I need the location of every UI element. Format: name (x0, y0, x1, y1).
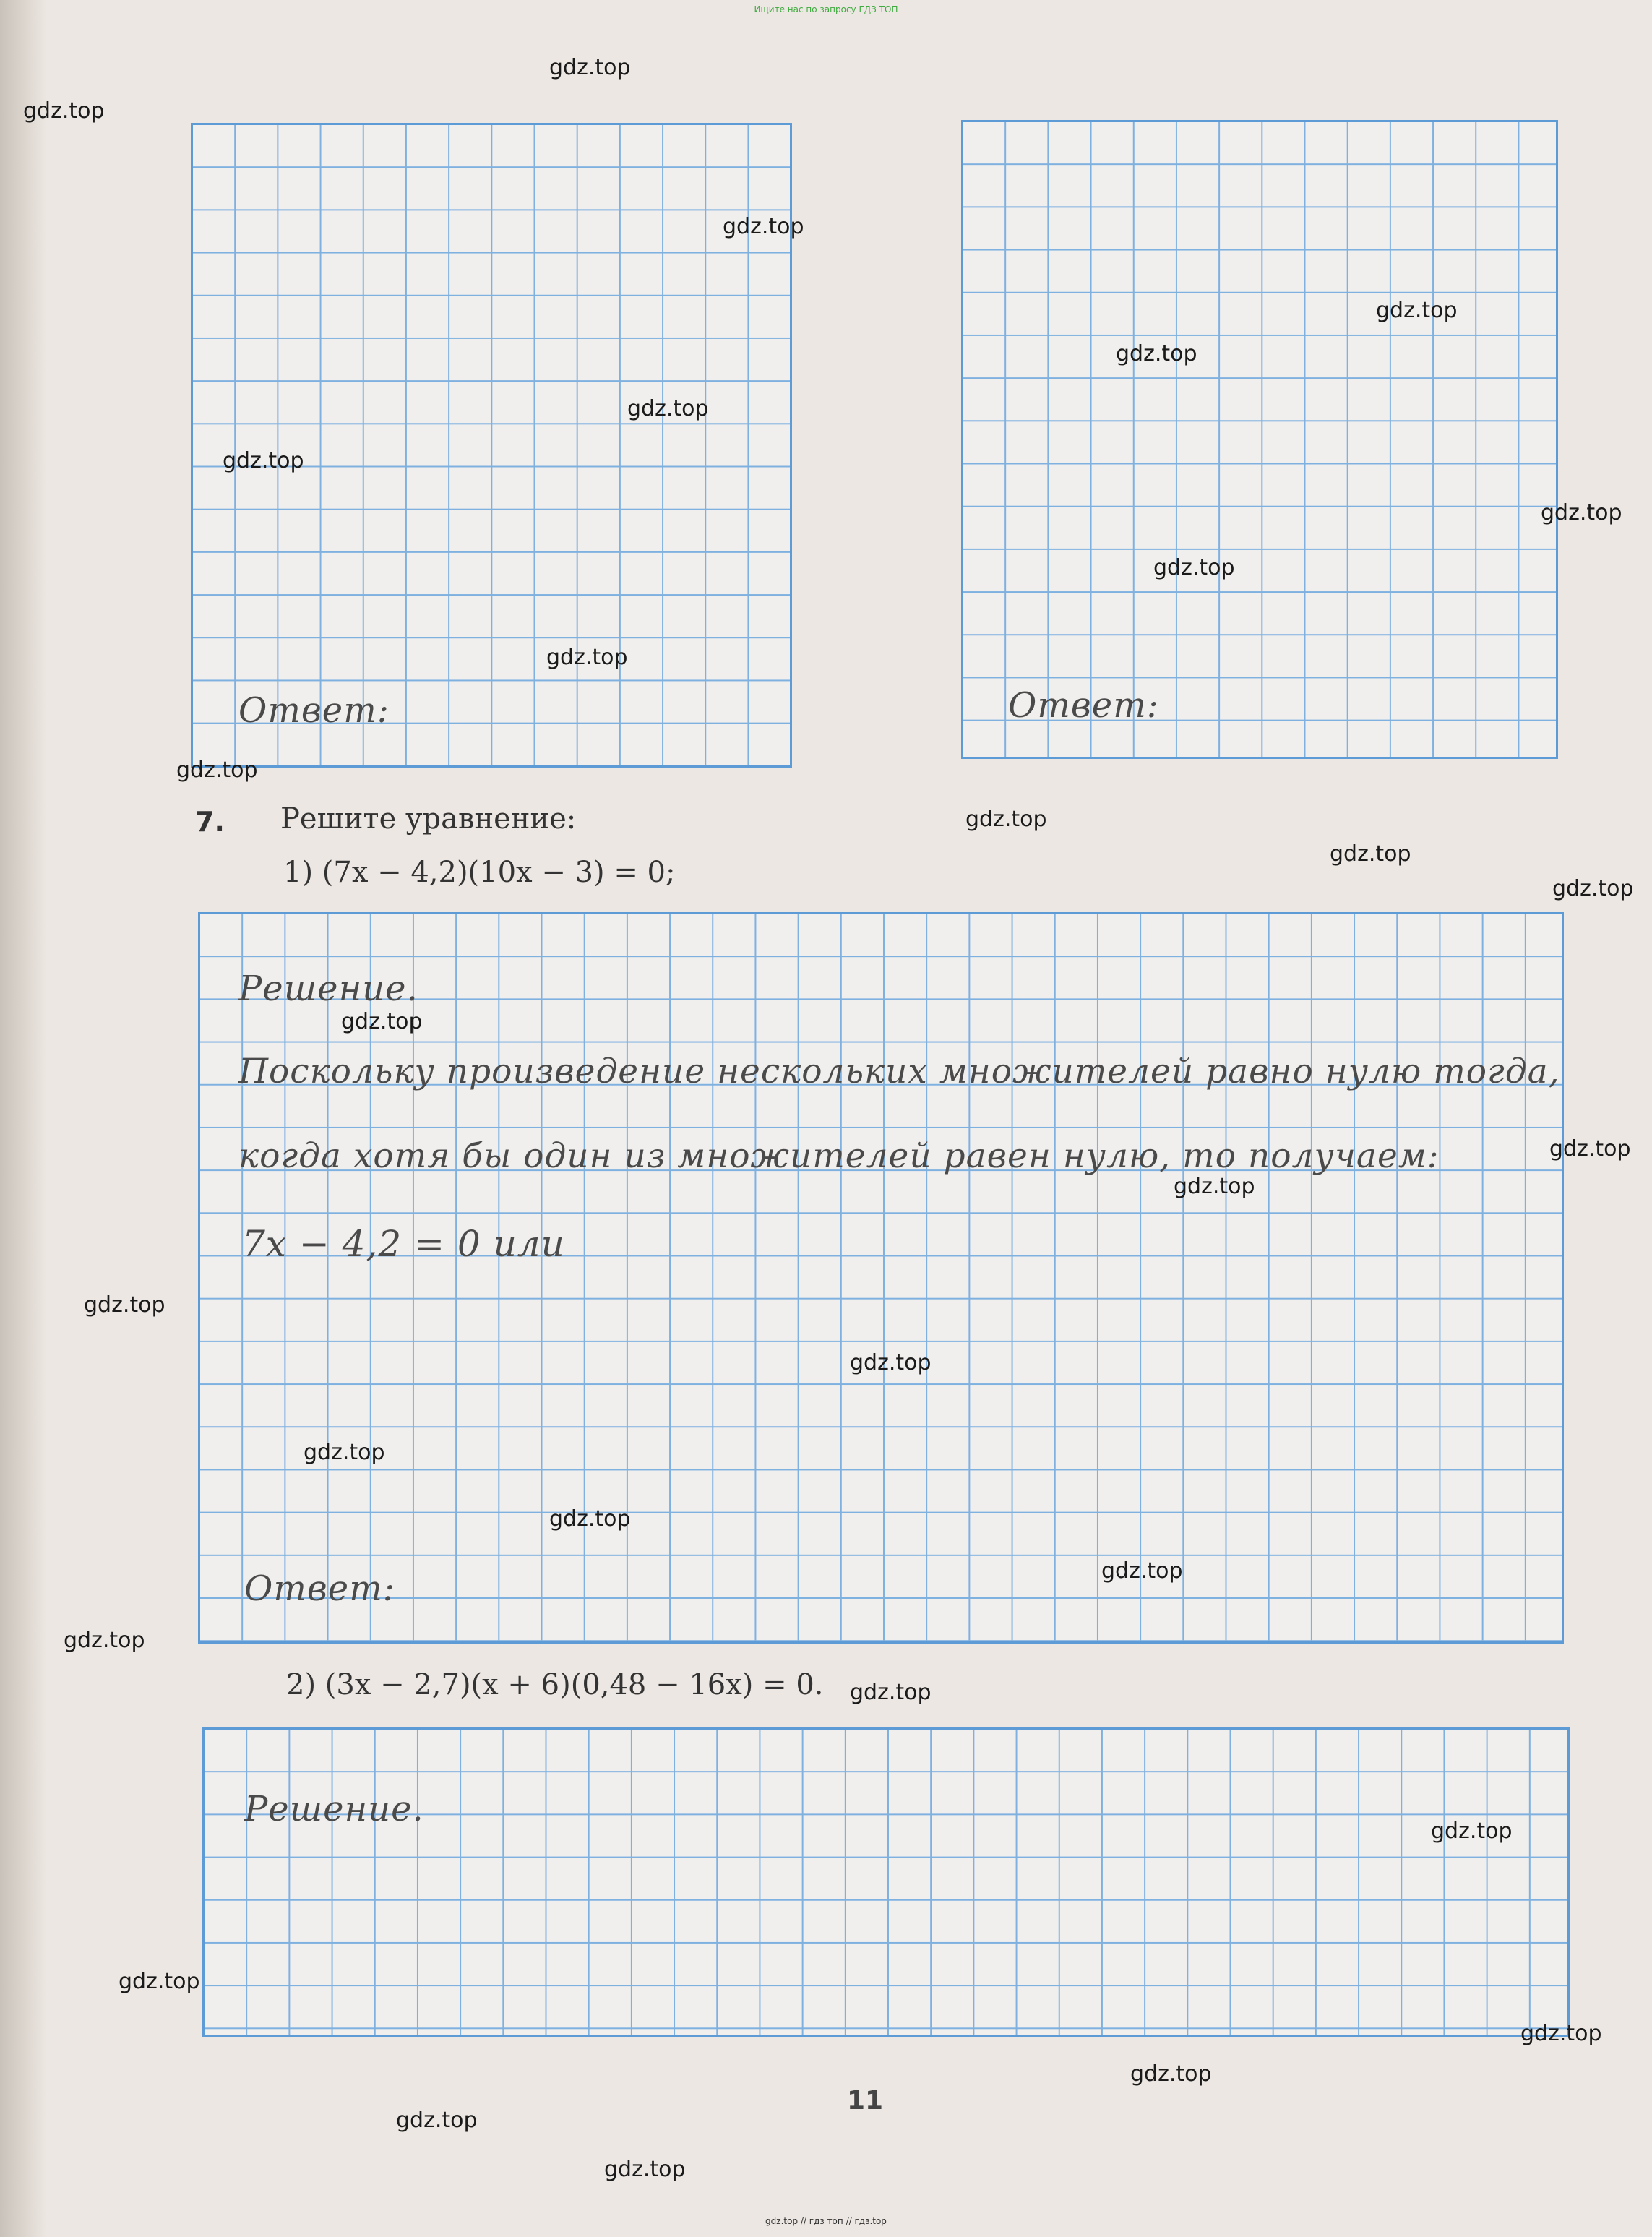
answer-grid-top-left (191, 123, 792, 768)
answer-grid-top-right (961, 120, 1558, 759)
answer-label: Ответ: (1008, 685, 1159, 726)
answer-label: Ответ: (244, 1568, 395, 1609)
answer-label: Ответ: (238, 690, 390, 731)
watermark: gdz.top (965, 807, 1047, 832)
watermark: gdz.top (304, 1440, 385, 1465)
watermark: gdz.top (723, 214, 804, 239)
solution-label: Решение. (244, 1789, 424, 1829)
watermark: gdz.top (549, 55, 631, 80)
watermark: gdz.top (1153, 555, 1235, 580)
book-spine-shadow (0, 0, 46, 2237)
top-banner: Ищите нас по запросу ГДЗ ТОП (754, 4, 898, 14)
task-number: 7. (195, 806, 225, 838)
watermark: gdz.top (1376, 298, 1458, 323)
solution-grid-2 (202, 1727, 1570, 2037)
watermark: gdz.top (850, 1350, 932, 1375)
watermark: gdz.top (1116, 341, 1197, 366)
watermark: gdz.top (549, 1506, 631, 1532)
solution-line-2: когда хотя бы один из множителей равен нулю, то получаем: (238, 1136, 1440, 1176)
equation-1: 1) (7x − 4,2)(10x − 3) = 0; (283, 856, 676, 889)
watermark: gdz.top (84, 1292, 165, 1318)
page-number: 11 (847, 2086, 884, 2116)
watermark: gdz.top (1549, 1136, 1631, 1162)
watermark: gdz.top (396, 2108, 478, 2133)
bottom-banner: gdz.top // гдз топ // гдз.top (765, 2216, 887, 2226)
watermark: gdz.top (850, 1680, 932, 1705)
watermark: gdz.top (64, 1628, 145, 1653)
solution-line-3: 7x − 4,2 = 0 или (242, 1223, 565, 1265)
watermark: gdz.top (604, 2157, 686, 2182)
equation-2: 2) (3x − 2,7)(x + 6)(0,48 − 16x) = 0. (286, 1668, 824, 1701)
watermark: gdz.top (627, 396, 709, 421)
watermark: gdz.top (1431, 1819, 1513, 1844)
solution-label: Решение. (238, 969, 418, 1009)
task-instruction: Решите уравнение: (280, 802, 577, 836)
watermark: gdz.top (1174, 1174, 1255, 1199)
watermark: gdz.top (1330, 841, 1411, 867)
watermark: gdz.top (1552, 876, 1634, 901)
watermark: gdz.top (1541, 500, 1622, 525)
watermark: gdz.top (341, 1009, 423, 1034)
watermark: gdz.top (223, 448, 304, 473)
watermark: gdz.top (1101, 1558, 1183, 1584)
solution-line-1: Поскольку произведение нескольких множителей равно нулю тогда, (238, 1052, 1560, 1091)
watermark: gdz.top (1130, 2061, 1212, 2087)
watermark: gdz.top (23, 98, 105, 124)
watermark: gdz.top (1520, 2021, 1602, 2046)
watermark: gdz.top (119, 1969, 200, 1994)
watermark: gdz.top (546, 645, 628, 670)
watermark: gdz.top (176, 757, 258, 783)
